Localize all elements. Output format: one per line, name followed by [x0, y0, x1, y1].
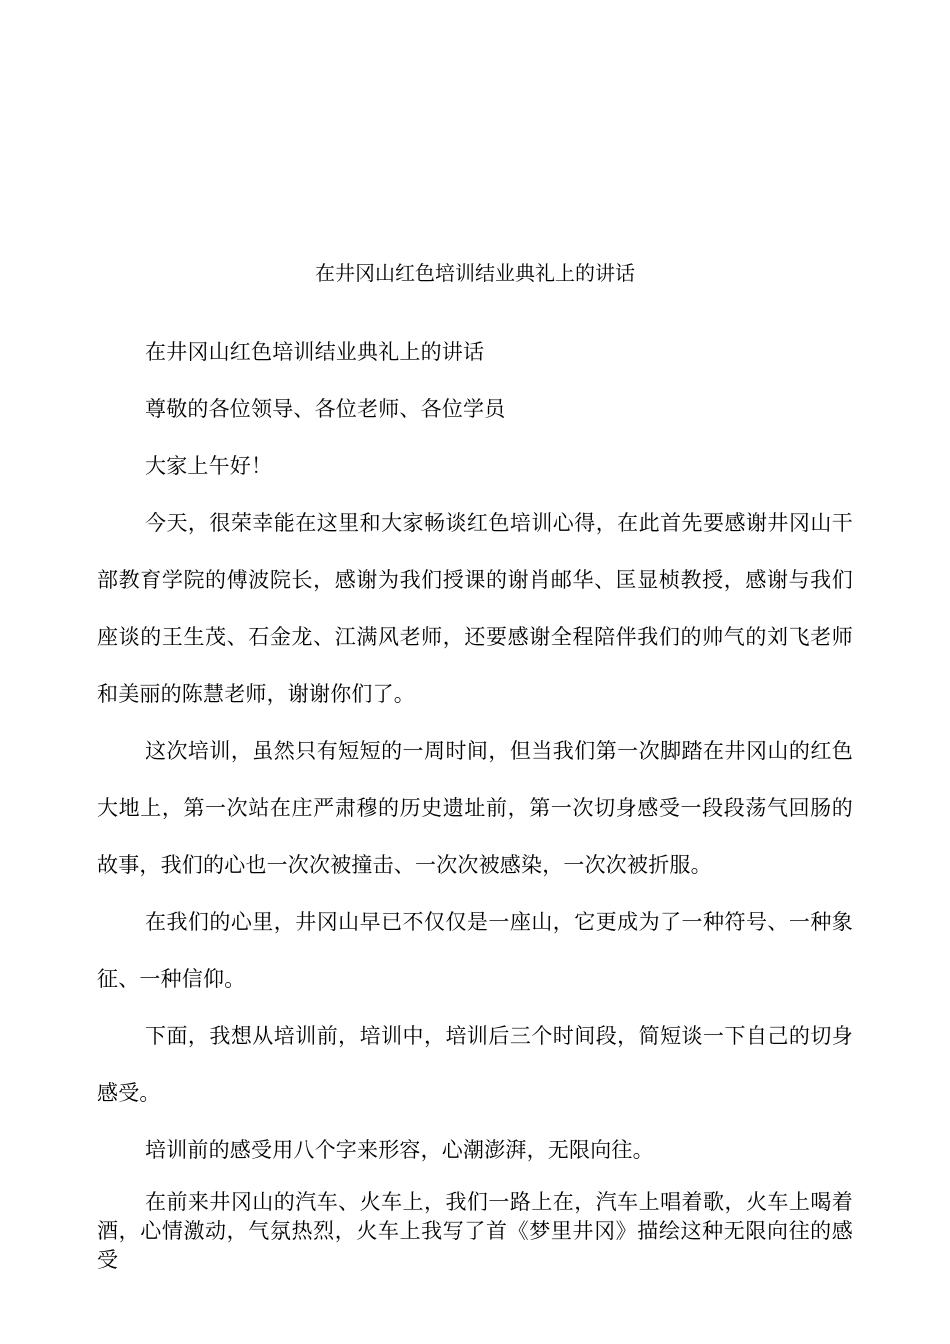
paragraph-outline: 下面，我想从培训前，培训中，培训后三个时间段，简短谈一下自己的切身感受。 — [97, 1024, 853, 1105]
speech-heading: 在井冈山红色培训结业典礼上的讲话 — [145, 340, 485, 364]
paragraph-thanks: 今天，很荣幸能在这里和大家畅谈红色培训心得，在此首先要感谢井冈山干部教育学院的傅波院长，感谢为我们授课的谢肖邮华、匡显桢教授，感谢与我们座谈的王生茂、石金龙、江满风老师，还要感谢全程陪伴我们的帅气的刘飞老师和美丽的陈慧老师，谢谢你们了。 — [97, 511, 853, 706]
salutation: 尊敬的各位领导、各位老师、各位学员 — [145, 397, 506, 421]
paragraph-journey: 在前来井冈山的汽车、火车上，我们一路上在，汽车上唱着歌，火车上喝着酒，心情激动，气氛热烈，火车上我写了首《梦里井冈》描绘这种无限向往的感受 — [97, 1190, 853, 1272]
paragraph-symbol: 在我们的心里，井冈山早已不仅仅是一座山，它更成为了一种符号、一种象征、一种信仰。 — [97, 910, 853, 991]
document-title: 在井冈山红色培训结业典礼上的讲话 — [315, 261, 635, 285]
paragraph-before-training: 培训前的感受用八个字来形容，心潮澎湃，无限向往。 — [145, 1138, 654, 1162]
paragraph-training: 这次培训，虽然只有短短的一周时间，但当我们第一次脚踏在井冈山的红色大地上，第一次站在庄严肃穆的历史遗址前，第一次切身感受一段段荡气回肠的故事，我们的心也一次次被撞击、一次次被感染，一次次被折服。 — [97, 739, 853, 877]
greeting: 大家上午好！ — [145, 454, 273, 478]
